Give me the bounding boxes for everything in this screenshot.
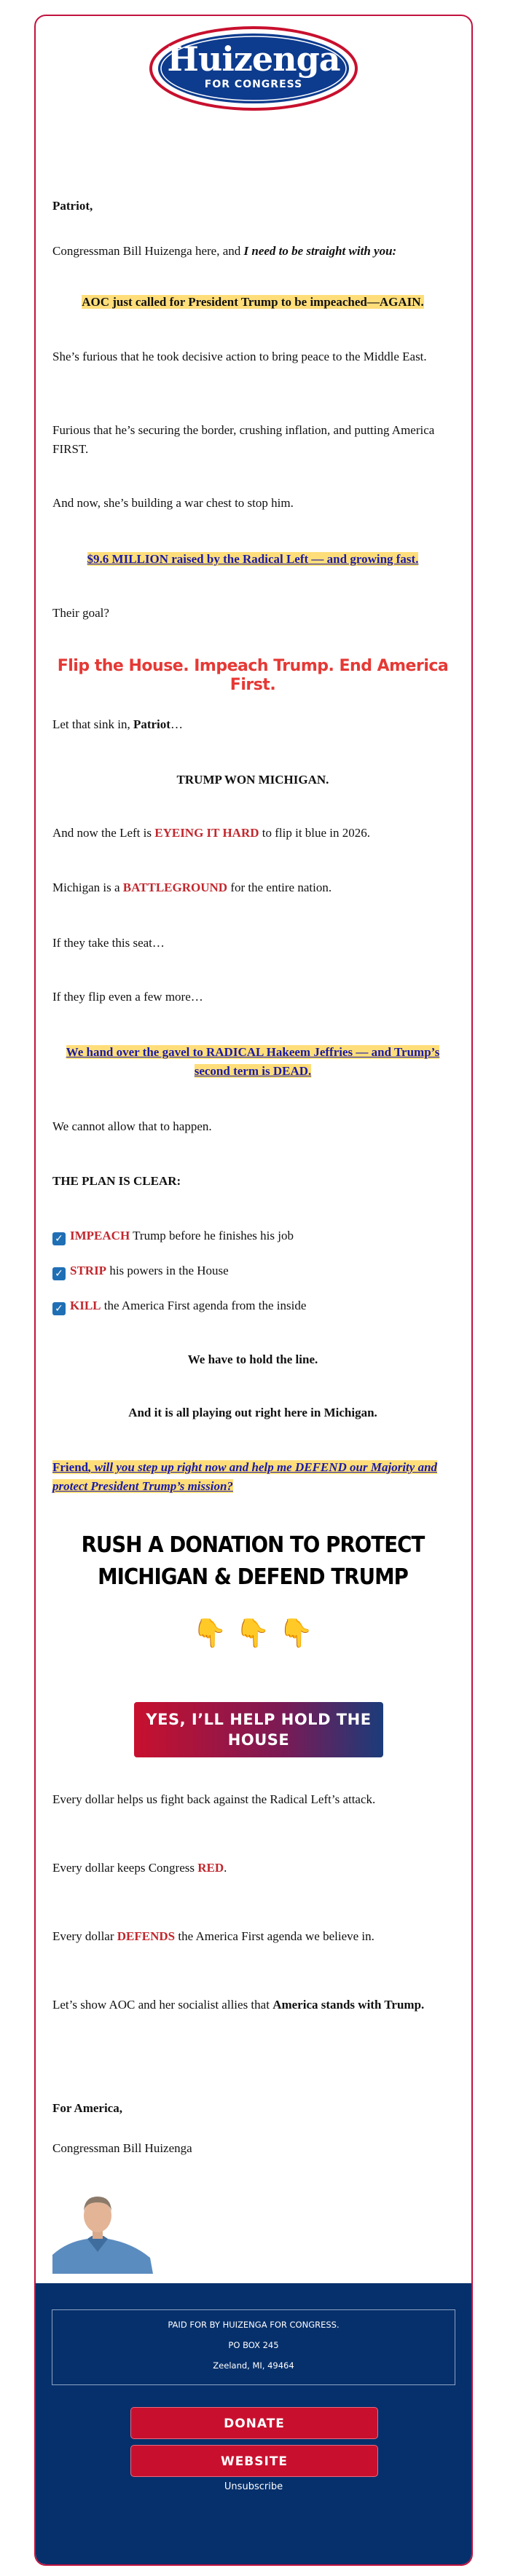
congressman-photo [52,2185,153,2274]
plan-item-text: his powers in the House [106,1264,229,1277]
sink-in-trail: … [170,717,183,731]
website-button[interactable]: WEBSITE [130,2445,378,2477]
battleground-trail: for the entire nation. [227,881,332,894]
eyeing-paragraph [52,824,453,843]
show-aoc-paragraph [52,1996,453,2014]
checkbox-icon: ✓ [52,1267,66,1280]
furious-paragraph: She’s furious that he took decisive action to bring peace to the Middle East. [52,350,427,363]
pointing-down-icons: 👇 👇 👇 [192,1617,314,1649]
border-paragraph: Furious that he’s securing the border, crushing inflation, and putting America FIRST. [52,423,435,456]
friend-link-row [52,1458,453,1496]
cannot-allow-paragraph: We cannot allow that to happen. [52,1119,212,1133]
logo-tagline: FOR CONGRESS [204,79,303,90]
hold-the-house-button[interactable]: YES, I’LL HELP HOLD THE HOUSE [134,1702,383,1757]
portrait-icon [52,2185,153,2274]
eyeing-lead: And now the Left is [52,826,155,840]
sink-in-lead: Let that sink in, [52,717,133,731]
impeach-headline-text: AOC just called for President Trump to be impeached—AGAIN. [82,295,424,309]
sink-in-name: Patriot [133,717,170,731]
warchest-paragraph: And now, she’s building a war chest to stop him. [52,496,294,510]
million-link[interactable]: $9.6 MILLION raised by the Radical Left — and growing fast. [87,552,419,566]
trump-won-heading: TRUMP WON MICHIGAN. [176,773,329,787]
intro-lead: Congressman Bill Huizenga here, and [52,244,244,258]
intro-emphasis: I need to be straight with you: [243,244,397,258]
header-logo-area [36,26,471,114]
donate-button[interactable]: DONATE [130,2407,378,2439]
playing-out-heading: And it is all playing out right here in Michigan. [128,1406,377,1419]
every-dollar-3 [52,1927,453,1946]
eyeing-trail: to flip it blue in 2026. [259,826,371,840]
sink-in-paragraph [52,715,453,734]
every-dollar-1: Every dollar helps us fight back against the Radical Left’s attack. [52,1792,376,1806]
eyeing-red: EYEING IT HARD [154,826,259,840]
flip-more-paragraph: If they flip even a few more… [52,990,203,1004]
gavel-link[interactable]: We hand over the gavel to RADICAL Hakeem Jeffries — and Trump’s second term is DEAD. [66,1045,440,1078]
email-card [34,15,473,2566]
show-aoc-bold: America stands with Trump. [272,1998,425,2012]
city-text: Zeeland, MI, 49464 [213,2360,294,2371]
rush-donation-heading: RUSH A DONATION TO PROTECT MICHIGAN & DEFEND TRUMP [81,1532,425,1590]
checkbox-icon: ✓ [52,1232,66,1245]
greeting: Patriot, [52,199,93,213]
plan-item-red: IMPEACH [70,1229,130,1242]
plan-item-red: STRIP [70,1264,107,1277]
battleground-lead: Michigan is a [52,881,123,894]
unsubscribe-link[interactable]: Unsubscribe [224,2481,283,2492]
huizenga-logo[interactable] [149,26,358,111]
po-box-text: PO BOX 245 [228,2340,279,2350]
friend-link[interactable] [52,1460,437,1493]
goal-banner: Flip the House. Impeach Trump. End America First. [57,657,449,694]
hold-line-heading: We have to hold the line. [187,1352,318,1366]
million-link-row [52,550,453,569]
battleground-red: BATTLEGROUND [122,881,228,894]
signature-name: Congressman Bill Huizenga [52,2141,192,2155]
paid-for-text: PAID FOR BY HUIZENGA FOR CONGRESS. [168,2320,340,2330]
friend-link-text: , will you step up right now and help me DEFEND our Majority and protect President Trump’s mission? [52,1460,438,1493]
plan-item [52,1226,453,1245]
their-goal: Their goal? [52,606,109,620]
checkbox-icon: ✓ [52,1302,66,1315]
friend-name: Friend [52,1460,89,1474]
every-dollar-2-lead: Every dollar keeps Congress [52,1861,198,1875]
every-dollar-3-lead: Every dollar [52,1929,117,1943]
plan-item [52,1261,453,1280]
every-dollar-2-red: RED [197,1861,224,1875]
plan-item-text: Trump before he finishes his job [130,1229,294,1242]
logo-name: Huizenga [167,39,340,79]
every-dollar-2-trail: . [224,1861,227,1875]
plan-item-text: the America First agenda from the inside [101,1299,307,1312]
take-seat-paragraph: If they take this seat… [52,936,165,950]
footer [36,2283,471,2564]
gavel-link-row [52,1043,453,1081]
impeach-headline [52,293,453,312]
paid-for-box [52,2309,455,2385]
every-dollar-3-trail: the America First agenda we believe in. [175,1929,374,1943]
battleground-paragraph [52,878,453,897]
intro-paragraph [52,242,453,261]
show-aoc-lead: Let’s show AOC and her socialist allies that [52,1998,273,2012]
plan-heading: THE PLAN IS CLEAR: [52,1174,181,1188]
plan-item [52,1296,453,1315]
every-dollar-2 [52,1859,453,1878]
every-dollar-3-red: DEFENDS [117,1929,176,1943]
sign-off: For America, [52,2101,122,2115]
plan-item-red: KILL [70,1299,101,1312]
